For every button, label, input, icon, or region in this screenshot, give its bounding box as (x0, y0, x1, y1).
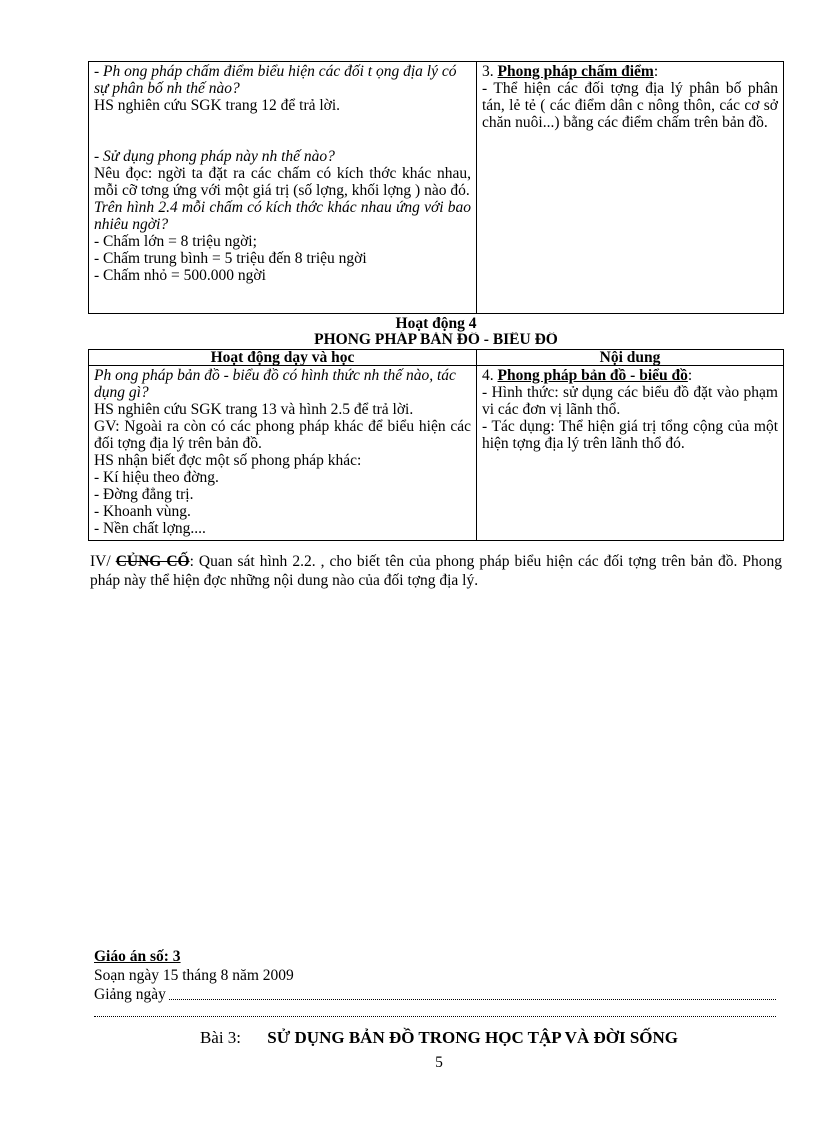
blank-line (94, 114, 471, 131)
heading-text: Phong pháp chấm điểm (497, 63, 654, 80)
teaching-date (94, 986, 784, 1004)
activity-3-table (88, 61, 784, 314)
header-teaching: Hoạt động dạy và học (89, 350, 477, 366)
content-heading (482, 367, 778, 384)
teaching-activity-cell (89, 62, 477, 314)
activity-4-table (88, 349, 784, 541)
text-line: Trên hình 2.4 mỗi chấm có kích thớc khác nhau ứng với bao nhiêu ngời? (94, 199, 471, 233)
plan-number: Giáo án số: 3 (94, 948, 181, 965)
table-row (89, 366, 784, 541)
page-number: 5 (435, 1054, 443, 1071)
text-line: - Ph ong pháp chấm điểm biểu hiện các đối t ọng địa lý có sự phân bố nh thế nào? (94, 63, 457, 97)
text-line: - Đờng đẳng trị. (94, 486, 194, 503)
header-content: Nội dung (477, 350, 784, 366)
dotted-divider (94, 1016, 776, 1017)
activity-name: PHONG PHÁP BẢN ĐỒ - BIỂU ĐỒ (314, 332, 558, 348)
blank-line (94, 131, 471, 148)
heading-number: 4. (482, 367, 498, 384)
content-body: - Thể hiện các đối tợng địa lý phân bố phân tán, lẻ tẻ ( các điểm dân c nông thôn, các cơ sở chăn nuôi...) bằng các điểm chấm trên bản đồ. (482, 80, 778, 131)
text-line: HS nhận biết đợc một số phong pháp khác: (94, 452, 362, 469)
text-line: HS nghiên cứu SGK trang 12 để trả lời. (94, 97, 341, 114)
content-item: - Tác dụng: Thể hiện giá trị tổng cộng của một hiện tợng địa lý trên lãnh thổ đó. (482, 418, 778, 452)
lesson-number: Bài 3: (199, 1028, 242, 1047)
section-label: CỦNG CỐ (115, 553, 190, 570)
heading-text: Phong pháp bản đồ - biểu đồ (497, 367, 688, 384)
lesson-heading (94, 1028, 784, 1048)
table-header-row (89, 350, 784, 366)
dotted-fill (169, 999, 776, 1000)
table-row (89, 62, 784, 314)
lesson-title: SỬ DỤNG BẢN ĐỒ TRONG HỌC TẬP VÀ ĐỜI SỐNG (267, 1028, 679, 1047)
text-line: - Sử dụng phong pháp này nh thế nào? (94, 148, 335, 165)
heading-suffix: : (687, 367, 693, 384)
text-line: - Kí hiệu theo đờng. (94, 469, 219, 486)
text-line: - Chấm lớn = 8 triệu ngời; (94, 233, 257, 250)
text-line: Nêu đọc: ngời ta đặt ra các chấm có kích thớc khác nhau, mỗi cỡ tơng ứng với một giá trị (số lợng, khối lợng ) nào đó. (94, 165, 471, 199)
consolidation-paragraph (90, 552, 782, 590)
text-line: - Chấm trung bình = 5 triệu đến 8 triệu ngời (94, 250, 367, 267)
teaching-date-label: Giảng ngày (94, 986, 166, 1003)
text-line: HS nghiên cứu SGK trang 13 và hình 2.5 để trả lời. (94, 401, 414, 418)
section-number: IV/ (90, 553, 116, 570)
content-cell (477, 62, 784, 314)
teaching-activity-cell (89, 366, 477, 541)
preparation-date: Soạn ngày 15 tháng 8 năm 2009 (94, 967, 294, 984)
content-item: - Hình thức: sử dụng các biểu đồ đặt vào phạm vi các đơn vị lãnh thổ. (482, 384, 778, 418)
content-heading (482, 63, 778, 80)
text-line: - Chấm nhỏ = 500.000 ngời (94, 267, 266, 284)
content-cell (477, 366, 784, 541)
section-text: : Quan sát hình 2.2. , cho biết tên của phong pháp biểu hiện các đối tợng trên bản đồ. Phong pháp này thể hiện đợc những nội dung nào của đối tợng địa lý. (90, 553, 782, 589)
activity-label: Hoạt động 4 (395, 315, 477, 332)
text-line: GV: Ngoài ra còn có các phong pháp khác để biểu hiện các đối tợng địa lý trên bản đồ. (94, 418, 471, 452)
heading-suffix: : (653, 63, 659, 80)
text-line: Ph ong pháp bản đồ - biểu đồ có hình thức nh thế nào, tác dụng gì? (94, 367, 456, 401)
text-line: - Nền chất lợng.... (94, 520, 206, 537)
text-line: - Khoanh vùng. (94, 503, 191, 520)
heading-number: 3. (482, 63, 498, 80)
